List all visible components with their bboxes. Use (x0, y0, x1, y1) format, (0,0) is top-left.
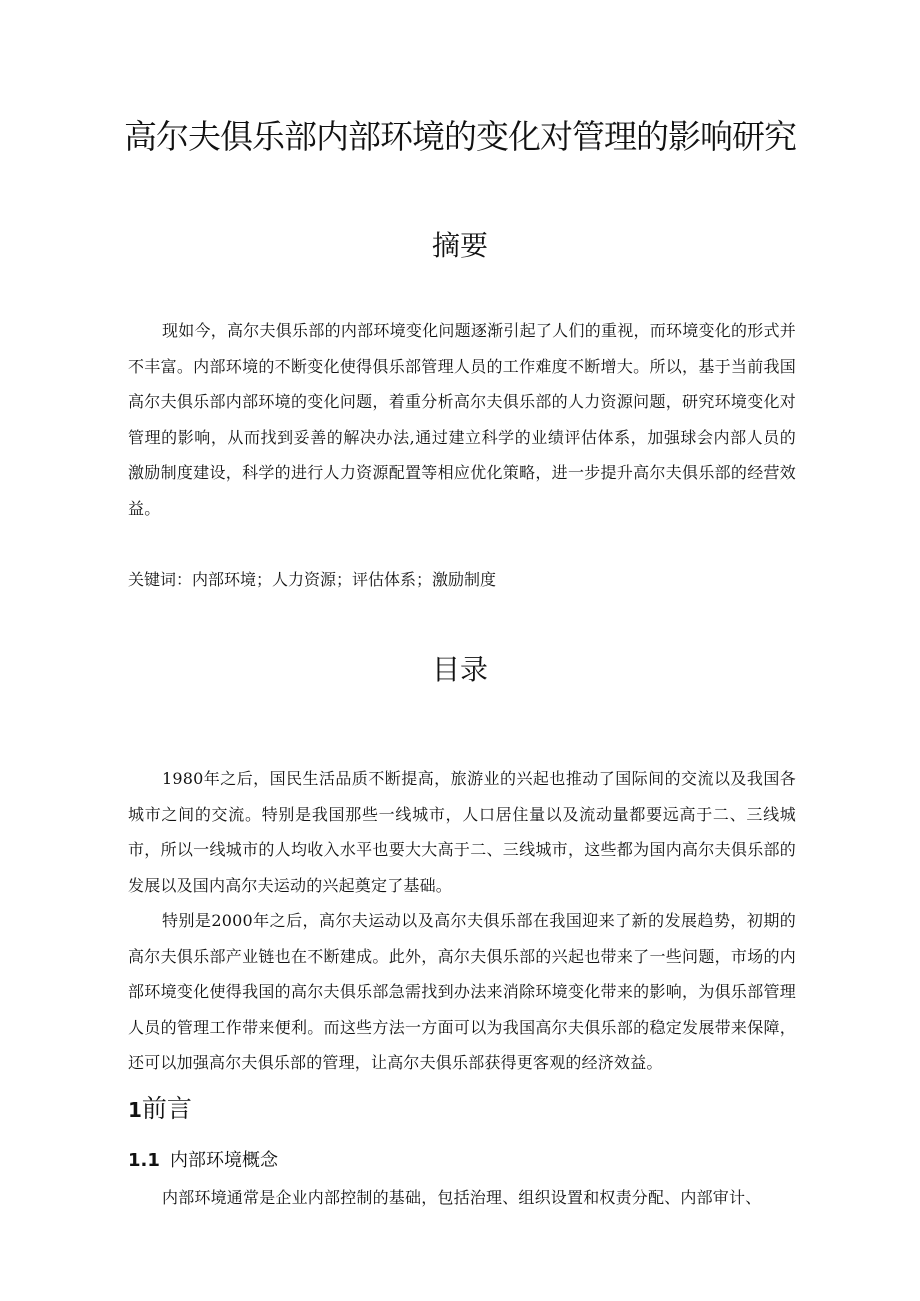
section-1-number: 1 (128, 1098, 142, 1122)
keywords-list: 内部环境；人力资源；评估体系；激励制度 (192, 570, 497, 589)
abstract-heading: 摘要 (431, 229, 488, 262)
intro-paragraph-1: 1980年之后，国民生活品质不断提高，旅游业的兴起也推动了国际间的交流以及我国各城市之间的交流。特别是我国那些一线城市，人口居住量以及流动量都要远高于二、三线城市，所以一线城市的人均收入水平也要大大高于二、三线城市，这些都为国内高尔夫俱乐部的发展以及国内高尔夫运动的兴起奠定了基础。 (128, 769, 796, 895)
intro-paragraph-2: 特别是2000年之后，高尔夫运动以及高尔夫俱乐部在我国迎来了新的发展趋势，初期的高尔夫俱乐部产业链也在不断建成。此外，高尔夫俱乐部的兴起也带来了一些问题，市场的内部环境变化使得我国的高尔夫俱乐部急需找到办法来消除环境变化带来的影响，为俱乐部管理人员的管理工作带来便利。而这些方法一方面可以为我国高尔夫俱乐部的稳定发展带来保障，还可以加强高尔夫俱乐部的管理，让高尔夫俱乐部获得更客观的经济效益。 (128, 911, 796, 1072)
keywords-line (128, 566, 496, 594)
document-title: 高尔夫俱乐部内部环境的变化对管理的影响研究 (124, 117, 796, 156)
section-1-heading (128, 1090, 192, 1129)
section-1-1-number: 1.1 (128, 1150, 160, 1171)
section-1-1-title: 内部环境概念 (170, 1150, 278, 1171)
section-1-1-heading (128, 1146, 278, 1176)
abstract-paragraph: 现如今，高尔夫俱乐部的内部环境变化问题逐渐引起了人们的重视，而环境变化的形式并不丰富。内部环境的不断变化使得俱乐部管理人员的工作难度不断增大。所以，基于当前我国高尔夫俱乐部内部环境的变化问题，着重分析高尔夫俱乐部的人力资源问题，研究环境变化对管理的影响，从而找到妥善的解决办法,通过建立科学的业绩评估体系，加强球会内部人员的激励制度建设，科学的进行人力资源配置等相应优化策略，进一步提升高尔夫俱乐部的经营效益。 (128, 321, 796, 518)
toc-heading: 目录 (431, 653, 488, 686)
keywords-label: 关键词： (128, 570, 193, 589)
section-1-title: 前言 (141, 1094, 192, 1123)
section-1-1-paragraph: 内部环境通常是企业内部控制的基础，包括治理、组织设置和权责分配、内部审计、 (162, 1188, 762, 1207)
